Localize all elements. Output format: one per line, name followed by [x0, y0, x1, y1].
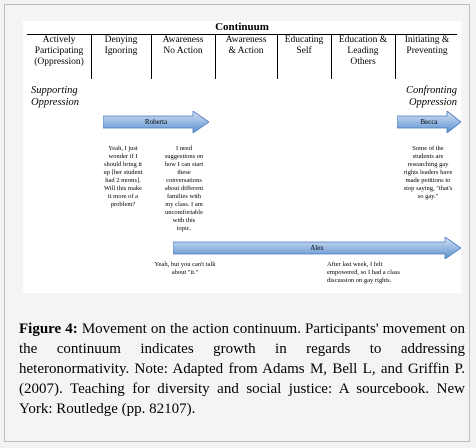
denying-quote: Yeah, I just wonder if I should bring it up [her student had 2 moms]. Will this make it more of a problem?: [103, 145, 143, 208]
confronting-oppression-label: Confronting Oppression: [406, 85, 457, 108]
continuum-figure: [23, 21, 461, 293]
roberta-arrow: [103, 111, 209, 133]
becca-label: Becca: [420, 118, 438, 126]
column-awareness-no-action: Awareness No Action: [162, 35, 204, 56]
column-educating-self: Educating Self: [284, 35, 324, 56]
becca-quote: Some of the students are researching gay rights leaders have made petitions to stop saying, "that's so gay.": [403, 145, 453, 200]
roberta-label: Roberta: [144, 118, 168, 126]
awareness-quote: I need suggestions on how I can start these conversations about different families with my class. I am uncomfortable with this topic.: [164, 145, 204, 232]
alex-label: Alex: [310, 244, 324, 252]
alex-arrow: [173, 237, 461, 259]
column-education-leading-others: Education & Leading Others: [338, 35, 388, 67]
alex-right-quote: After last week, I felt empowered, so I had a class discussion on gay rights.: [327, 261, 400, 284]
supporting-oppression-label: Supporting Oppression: [31, 85, 80, 108]
column-initiating-preventing: Initiating & Preventing: [404, 35, 450, 56]
figure-frame: [4, 4, 470, 442]
column-actively-participating: Actively Participating (Oppression): [34, 35, 84, 67]
column-awareness-action: Awareness & Action: [225, 35, 267, 56]
caption-text: Movement on the action continuum. Participants' movement on the continuum indicates growth in regards to addressing heteronormativity. Note: Adapted from Adams M, Bell L, and Griffin P. (2007). Teaching for diversity and social justice: A sourcebook. New York: Routledge (pp. 82107).: [19, 321, 465, 417]
continuum-title: Continuum: [27, 21, 457, 35]
alex-left-quote: Yeah, but you can't talk about "it.": [154, 261, 216, 276]
becca-arrow: [397, 111, 461, 133]
figure-caption: [19, 319, 465, 419]
caption-label: Figure 4:: [19, 321, 78, 337]
column-denying-ignoring: Denying Ignoring: [104, 35, 138, 56]
